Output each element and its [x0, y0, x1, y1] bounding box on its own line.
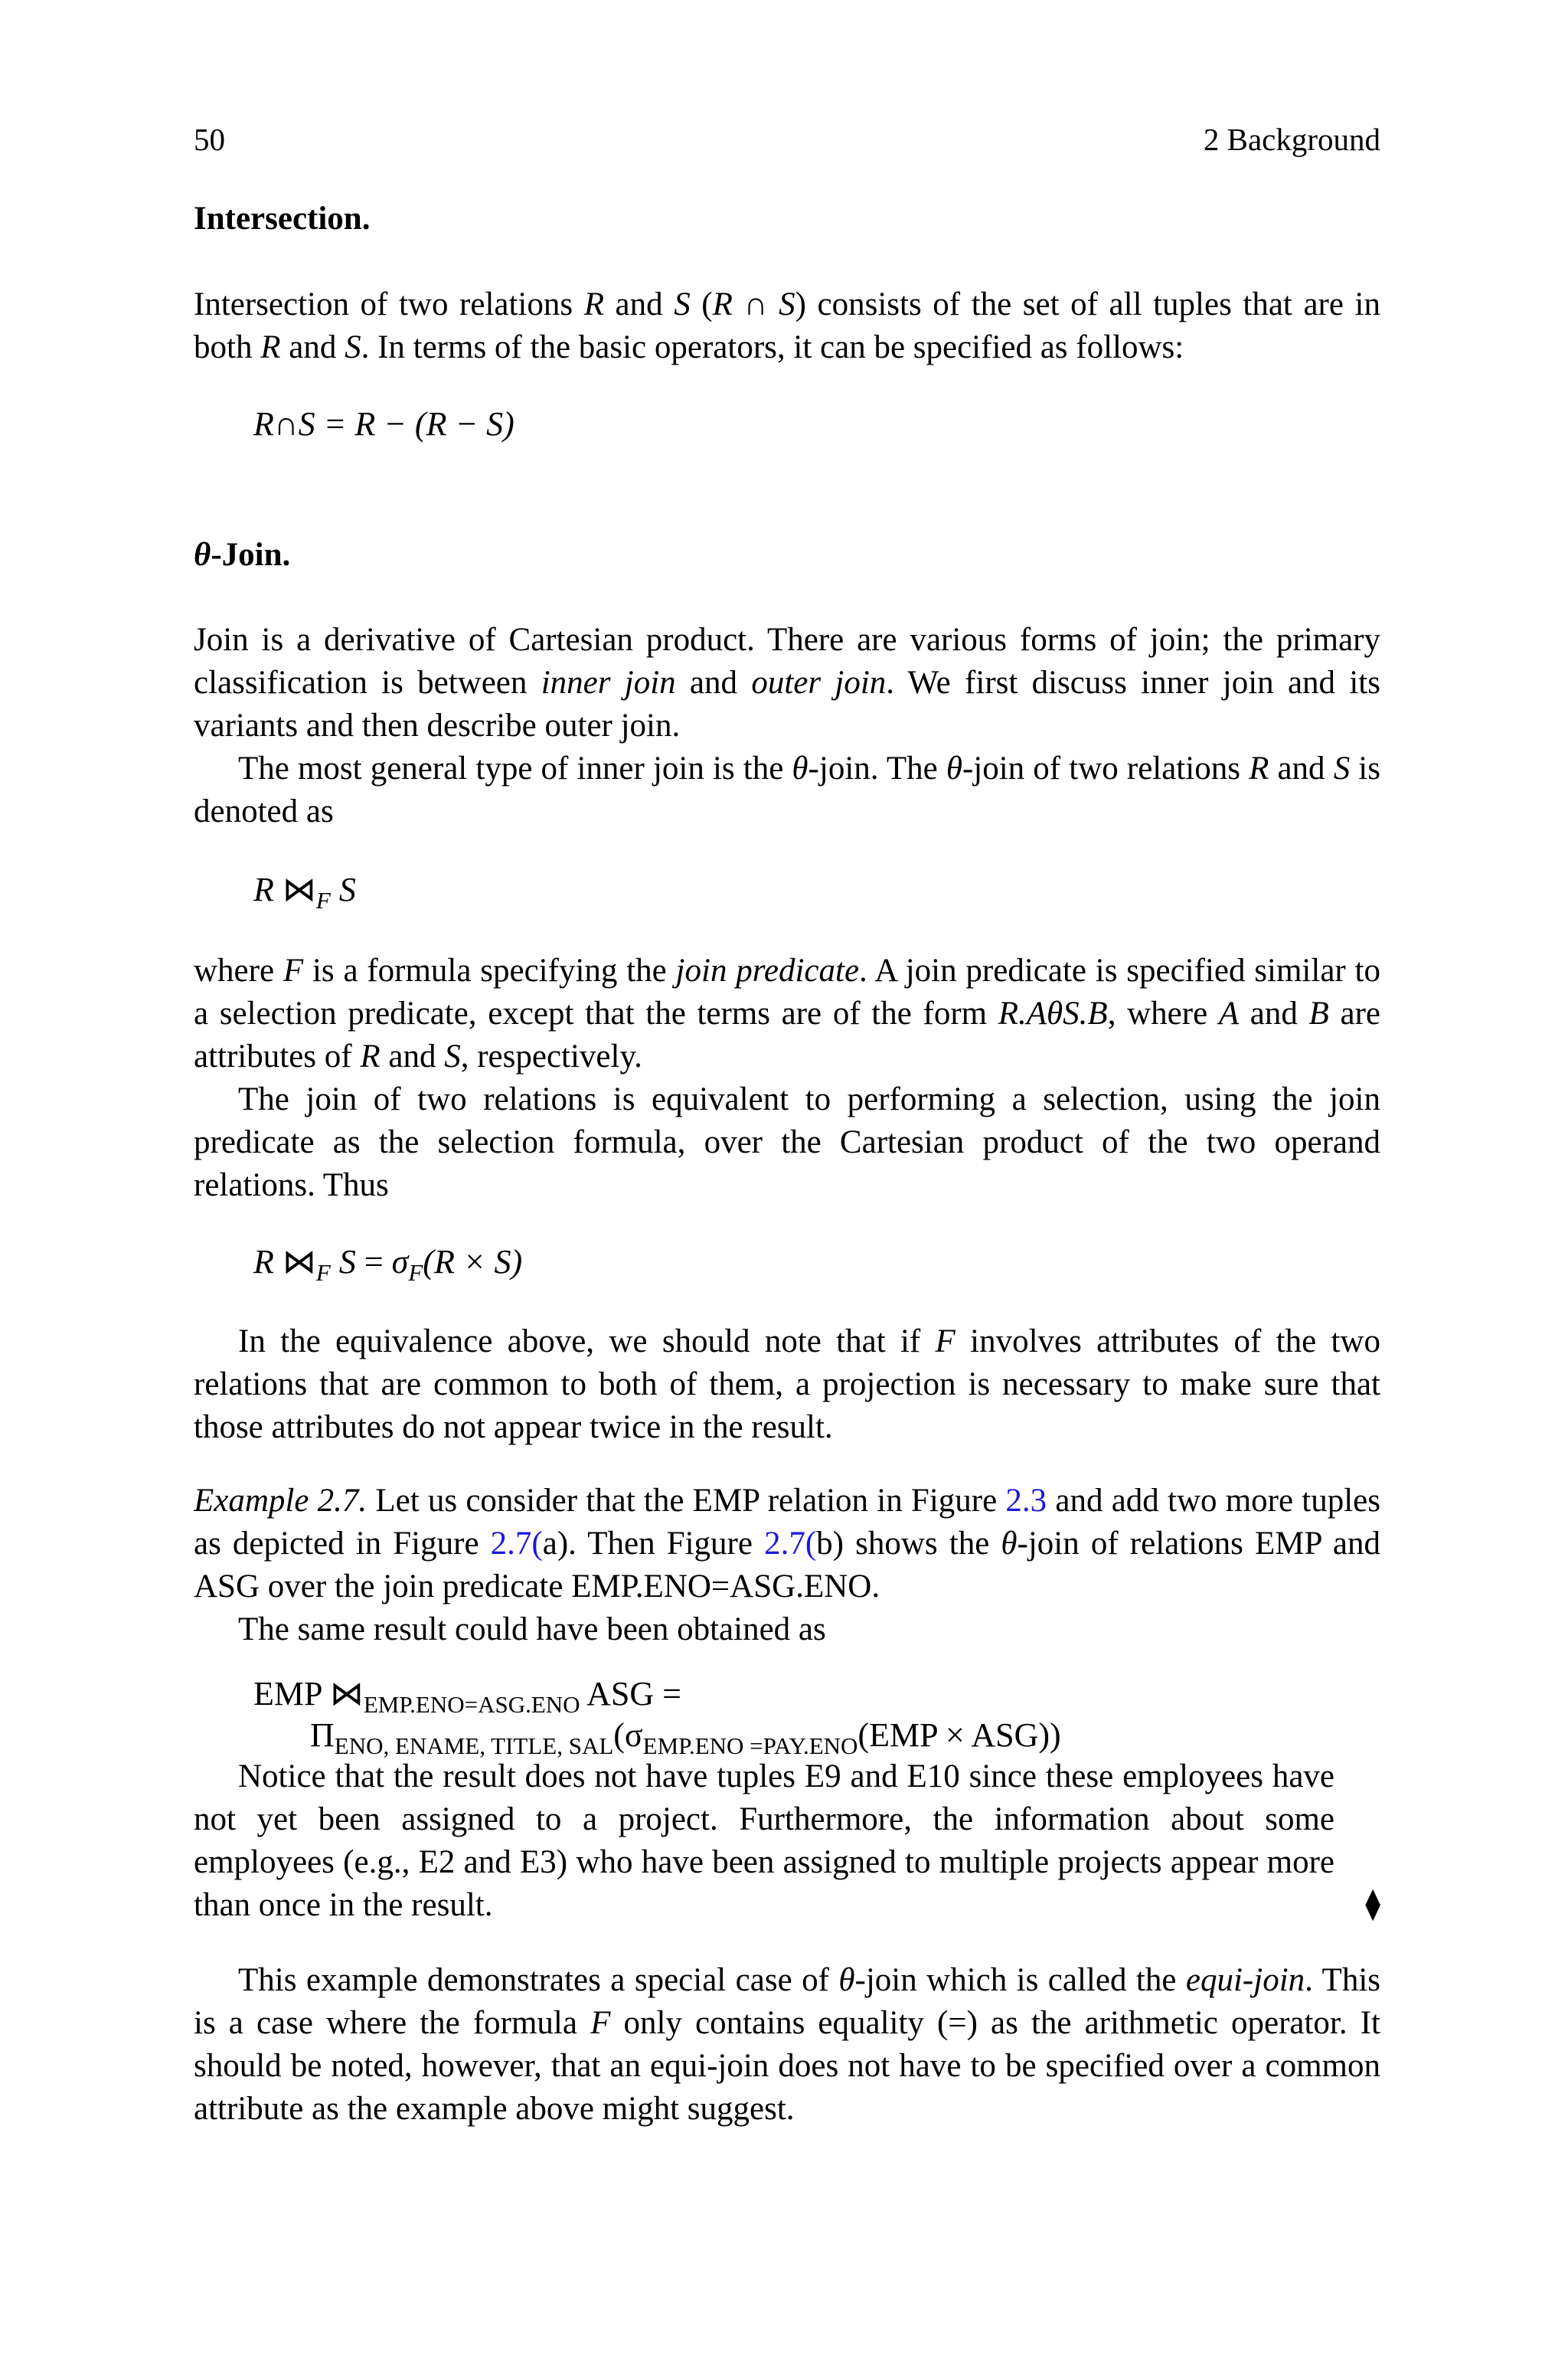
theta-join-paragraph-2: The most general type of inner join is the θ-join. The θ-join of two relations R and S is denoted as — [194, 751, 1380, 829]
figure-link-2-7b[interactable]: 2.7( — [764, 1526, 817, 1562]
equi-join-paragraph: This example demonstrates a special case of θ-join which is called the equi-join. This is a case where the formula F only contains equality (=) as the arithmetic operator. It should be noted, however, that an equi-join does not have to be specified over a common attribute as the example above might suggest. — [194, 1962, 1381, 2127]
theta-join-paragraph-5: In the equivalence above, we should note that if F involves attributes of the two relations that are common to both of them, a projection is necessary to make sure that those attributes do not appear twice in the result. — [194, 1323, 1380, 1445]
figure-link-2-3[interactable]: 2.3 — [1005, 1483, 1047, 1519]
intersection-equation: R∩S = R − (R − S) — [253, 405, 514, 443]
example-paragraph-3: Notice that the result does not have tuples E9 and E10 since these employees have not yet been assigned to a project. Furthermore, the information about some employees (e.g., E2 and E3) who have been assigned to multiple projects appear more than once in the result. — [194, 1758, 1334, 1923]
page-number: 50 — [194, 122, 225, 157]
section-heading-theta-join: θ-Join. — [194, 537, 291, 573]
figure-link-2-7a[interactable]: 2.7( — [490, 1526, 543, 1562]
intersection-paragraph: Intersection of two relations R and S (R ∩ S) consists of the set of all tuples that are in both R and S. In terms of the basic operators, it can be specified as follows: — [194, 286, 1380, 365]
join-selection-equivalence: R $⋈_F$ $S = \sigma_F(R \times S)$ — [253, 1243, 523, 1286]
example-paragraph-1: Example 2.7. Let us consider that the EMP relation in Figure 2.3 and add two more tuples as depicted in Figure 2.7(a). Then Figure 2.7(b) shows the θ-join of relations EMP and ASG over the join predicate EMP.ENO=ASG.ENO. — [194, 1483, 1381, 1604]
section-heading-intersection: Intersection. — [194, 201, 371, 237]
end-of-example-diamond-icon: ⧫ — [1365, 1886, 1380, 1921]
example-equation-line-1: EMP $⋈_{EMP.ENO=ASG.ENO}$ ASG = — [253, 1675, 681, 1718]
theta-join-paragraph-3: where F is a formula specifying the join predicate. A join predicate is specified similar to a selection predicate, except that the terms are of the form R.AθS.B, where A and B are attributes of R and S, respectively. — [194, 953, 1380, 1075]
page-header — [194, 121, 1380, 167]
example-equation-line-2: $\Pi_{ENO, ENAME, TITLE, SAL}(\sigma_{EMP.ENO =PAY.ENO}(EMP \times ASG))$ — [310, 1716, 1061, 1759]
theta-join-paragraph-1: Join is a derivative of Cartesian product. There are various forms of join; the primary classification is between inner join and outer join. We first discuss inner join and its variants and then describe outer join. — [194, 622, 1380, 744]
example-paragraph-2: The same result could have been obtained as — [238, 1611, 826, 1647]
theta-join-notation: R $⋈_F$ S — [253, 871, 356, 914]
running-head: 2 Background — [1203, 122, 1380, 157]
theta-join-paragraph-4: The join of two relations is equivalent to performing a selection, using the join predicate as the selection formula, over the Cartesian product of the two operand relations. Thus — [194, 1081, 1380, 1203]
